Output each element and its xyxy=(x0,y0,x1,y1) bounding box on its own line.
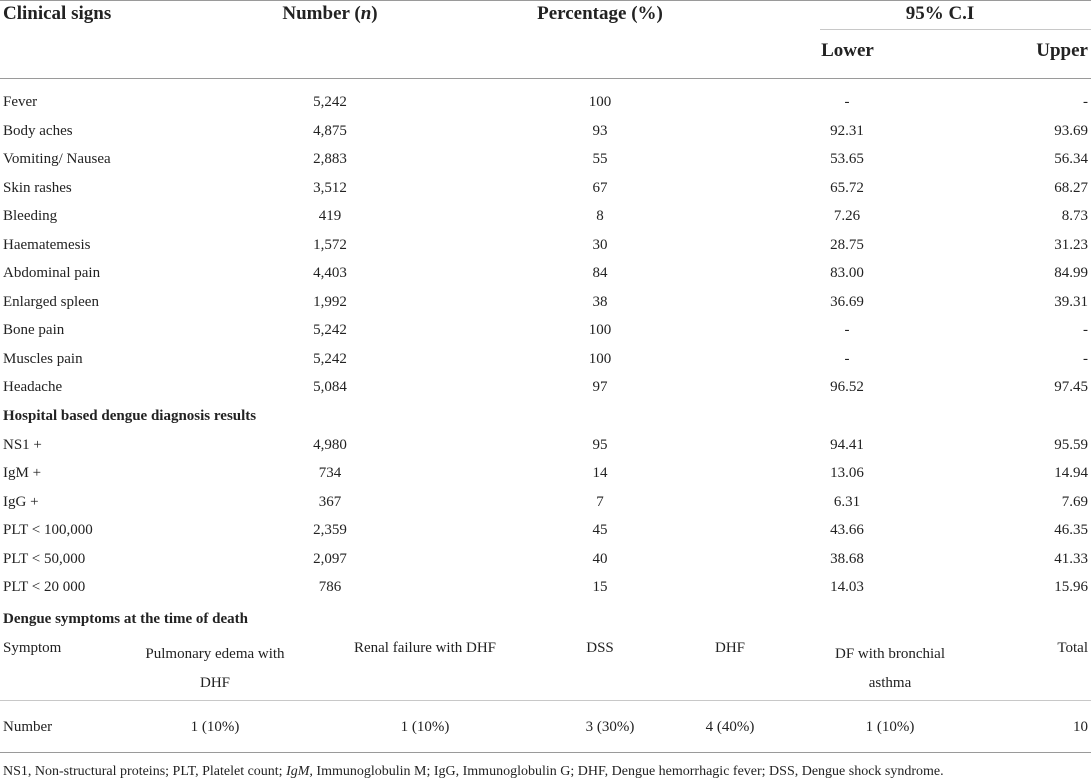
death-header-symptom: Symptom xyxy=(3,640,62,656)
header-bottom-rule xyxy=(0,78,1091,79)
clinical-lower: 96.52 xyxy=(830,379,864,395)
clinical-sign: Headache xyxy=(3,379,63,395)
clinical-percentage: 84 xyxy=(592,265,608,281)
death-number-dhf: 4 (40%) xyxy=(705,719,755,735)
clinical-upper: 84.99 xyxy=(1054,265,1088,281)
header-number-prefix: Number ( xyxy=(282,3,361,24)
footnote-igm: IgM, xyxy=(286,764,313,779)
clinical-percentage: 93 xyxy=(592,123,608,139)
hospital-upper: 95.59 xyxy=(1054,437,1088,453)
hospital-sign: IgG + xyxy=(3,494,39,510)
header-percentage: Percentage (%) xyxy=(537,3,663,24)
death-number-pulmonary: 1 (10%) xyxy=(190,719,240,735)
clinical-sign: Bone pain xyxy=(3,322,65,338)
hospital-number: 734 xyxy=(318,465,342,481)
clinical-sign: Skin rashes xyxy=(3,180,72,196)
clinical-number: 2,883 xyxy=(313,151,347,167)
hospital-number: 2,359 xyxy=(313,522,347,538)
ci-rule xyxy=(820,29,1091,30)
clinical-lower: - xyxy=(844,94,850,110)
clinical-sign: Vomiting/ Nausea xyxy=(3,151,111,167)
death-header-pulmonary-line1: Pulmonary edema with xyxy=(145,646,285,662)
clinical-percentage: 38 xyxy=(592,294,608,310)
clinical-upper: 56.34 xyxy=(1054,151,1088,167)
death-number-total: 10 xyxy=(1073,719,1088,735)
clinical-sign: Bleeding xyxy=(3,208,58,224)
table-bottom-rule xyxy=(0,752,1091,753)
clinical-number: 5,242 xyxy=(313,351,347,367)
header-upper: Upper xyxy=(1036,40,1088,61)
clinical-number: 5,084 xyxy=(313,379,347,395)
death-number-label: Number xyxy=(3,719,53,735)
clinical-percentage: 100 xyxy=(588,351,612,367)
clinical-number: 3,512 xyxy=(313,180,347,196)
footnote-part1: NS1, Non-structural proteins; PLT, Platelet count; xyxy=(3,764,287,779)
death-header-df-line2: asthma xyxy=(868,675,912,691)
hospital-lower: 13.06 xyxy=(830,465,864,481)
clinical-sign: Fever xyxy=(3,94,38,110)
hospital-upper: 7.69 xyxy=(1061,494,1088,510)
clinical-number: 4,875 xyxy=(313,123,347,139)
clinical-percentage: 67 xyxy=(592,180,608,196)
clinical-upper: 31.23 xyxy=(1054,237,1088,253)
hospital-lower: 94.41 xyxy=(830,437,864,453)
clinical-percentage: 55 xyxy=(592,151,608,167)
death-header-dhf: DHF xyxy=(714,640,745,656)
clinical-percentage: 8 xyxy=(596,208,604,224)
hospital-percentage: 7 xyxy=(596,494,604,510)
hospital-sign: NS1 + xyxy=(3,437,42,453)
death-header-renal: Renal failure with DHF xyxy=(353,640,497,656)
clinical-number: 419 xyxy=(318,208,342,224)
clinical-lower: 53.65 xyxy=(830,151,864,167)
footnote-part2: Immunoglobulin M; IgG, Immunoglobulin G; DHF, Dengue hemorrhagic fever; DSS, Dengue shock syndrome. xyxy=(312,764,944,779)
death-number-dss: 3 (30%) xyxy=(585,719,635,735)
header-clinical-signs: Clinical signs xyxy=(3,3,112,24)
hospital-lower: 38.68 xyxy=(830,551,864,567)
clinical-percentage: 100 xyxy=(588,94,612,110)
clinical-upper: 8.73 xyxy=(1061,208,1088,224)
clinical-number: 4,403 xyxy=(313,265,347,281)
clinical-upper: 93.69 xyxy=(1054,123,1088,139)
death-section-title: Dengue symptoms at the time of death xyxy=(3,611,248,627)
hospital-upper: 14.94 xyxy=(1054,465,1088,481)
clinical-upper: - xyxy=(1083,94,1088,110)
clinical-lower: - xyxy=(844,322,850,338)
clinical-percentage: 30 xyxy=(592,237,608,253)
clinical-lower: 83.00 xyxy=(830,265,864,281)
hospital-percentage: 95 xyxy=(592,437,608,453)
top-rule xyxy=(0,0,1091,1)
clinical-number: 5,242 xyxy=(313,322,347,338)
hospital-lower: 14.03 xyxy=(830,579,864,595)
death-header-df xyxy=(800,640,980,698)
clinical-lower: 28.75 xyxy=(830,237,864,253)
hospital-percentage: 14 xyxy=(592,465,608,481)
clinical-sign: Enlarged spleen xyxy=(3,294,99,310)
clinical-sign: Body aches xyxy=(3,123,73,139)
death-number-renal: 1 (10%) xyxy=(400,719,450,735)
clinical-sign: Abdominal pain xyxy=(3,265,101,281)
hospital-number: 4,980 xyxy=(313,437,347,453)
footnote xyxy=(3,764,944,780)
header-number-n: n xyxy=(360,3,372,24)
death-header-rule xyxy=(0,700,1091,701)
clinical-number: 5,242 xyxy=(313,94,347,110)
header-number xyxy=(250,3,410,25)
header-ci: 95% C.I xyxy=(905,3,975,24)
clinical-lower: 7.26 xyxy=(833,208,861,224)
hospital-lower: 43.66 xyxy=(830,522,864,538)
clinical-percentage: 100 xyxy=(588,322,612,338)
clinical-lower: 92.31 xyxy=(830,123,864,139)
clinical-lower: - xyxy=(844,351,850,367)
header-lower: Lower xyxy=(821,40,874,61)
hospital-percentage: 45 xyxy=(592,522,608,538)
death-header-df-line1: DF with bronchial xyxy=(835,646,945,662)
death-header-pulmonary xyxy=(115,640,315,698)
death-header-dss: DSS xyxy=(586,640,614,656)
clinical-number: 1,572 xyxy=(313,237,347,253)
hospital-number: 2,097 xyxy=(313,551,347,567)
hospital-sign: PLT < 50,000 xyxy=(3,551,86,567)
clinical-number: 1,992 xyxy=(313,294,347,310)
death-header-pulmonary-line2: DHF xyxy=(199,675,230,691)
hospital-number: 786 xyxy=(318,579,342,595)
hospital-number: 367 xyxy=(318,494,342,510)
clinical-upper: - xyxy=(1083,322,1088,338)
clinical-upper: 39.31 xyxy=(1054,294,1088,310)
clinical-percentage: 97 xyxy=(592,379,608,395)
death-number-df: 1 (10%) xyxy=(865,719,915,735)
hospital-upper: 15.96 xyxy=(1054,579,1088,595)
clinical-sign: Muscles pain xyxy=(3,351,83,367)
clinical-upper: - xyxy=(1083,351,1088,367)
clinical-sign: Haematemesis xyxy=(3,237,91,253)
hospital-percentage: 15 xyxy=(592,579,608,595)
hospital-sign: PLT < 20 000 xyxy=(3,579,86,595)
hospital-section-title: Hospital based dengue diagnosis results xyxy=(3,408,257,424)
hospital-sign: PLT < 100,000 xyxy=(3,522,93,538)
hospital-upper: 41.33 xyxy=(1054,551,1088,567)
clinical-lower: 65.72 xyxy=(830,180,864,196)
clinical-upper: 68.27 xyxy=(1054,180,1088,196)
hospital-upper: 46.35 xyxy=(1054,522,1088,538)
header-number-suffix: ) xyxy=(371,3,378,24)
clinical-lower: 36.69 xyxy=(830,294,864,310)
hospital-lower: 6.31 xyxy=(833,494,861,510)
hospital-percentage: 40 xyxy=(592,551,608,567)
hospital-sign: IgM + xyxy=(3,465,42,481)
death-header-total: Total xyxy=(1057,640,1088,656)
clinical-upper: 97.45 xyxy=(1054,379,1088,395)
